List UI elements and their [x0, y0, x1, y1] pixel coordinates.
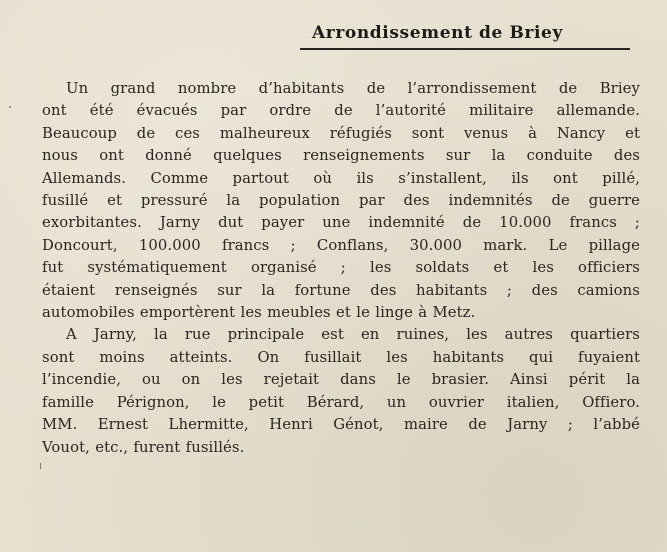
- section-header: [300, 22, 630, 44]
- text-line: Doncourt, 100.000 francs ; Conflans, 30.000 mark. Le pillage: [42, 236, 640, 254]
- text-line: ont été évacués par ordre de l’autorité militaire allemande.: [42, 102, 640, 120]
- text-line: fut systématiquement organisé ; les soldats et les officiers: [42, 259, 640, 277]
- section-title: Arrondissement de Briey: [312, 23, 563, 43]
- paragraph-1: [42, 78, 640, 324]
- text-line: exorbitantes. Jarny dut payer une indemnité de 10.000 francs ;: [42, 214, 640, 232]
- text-line: nous ont donné quelques renseignements sur la conduite des: [42, 147, 640, 165]
- text-line: Vouot, etc., furent fusillés.: [42, 438, 245, 456]
- text-line: automobiles emportèrent les meubles et le linge à Metz.: [42, 304, 476, 322]
- text-line: MM. Ernest Lhermitte, Henri Génot, maire de Jarny ; l’abbé: [42, 416, 640, 434]
- text-line: étaient renseignés sur la fortune des habitants ; des camions: [42, 281, 640, 299]
- paragraph-2: [42, 324, 640, 458]
- text-line: l’incendie, ou on les rejetait dans le brasier. Ainsi périt la: [42, 371, 640, 389]
- text-line: Un grand nombre d’habitants de l’arrondissement de Briey: [66, 80, 640, 97]
- header-rule: [300, 48, 630, 50]
- paper-speck: [9, 106, 11, 108]
- text-line: A Jarny, la rue principale est en ruines, les autres quartiers: [66, 326, 640, 344]
- text-line: Beaucoup de ces malheureux réfugiés sont venus à Nancy et: [42, 124, 640, 142]
- article-body: [42, 78, 640, 459]
- text-line: fusillé et pressuré la population par des indemnités de guerre: [42, 192, 640, 210]
- text-line: famille Pérignon, le petit Bérard, un ouvrier italien, Offiero.: [42, 393, 640, 411]
- text-line: sont moins atteints. On fusillait les habitants qui fuyaient: [42, 348, 640, 366]
- paper-speck: [40, 463, 41, 469]
- text-line: Allemands. Comme partout où ils s’installent, ils ont pillé,: [42, 169, 640, 187]
